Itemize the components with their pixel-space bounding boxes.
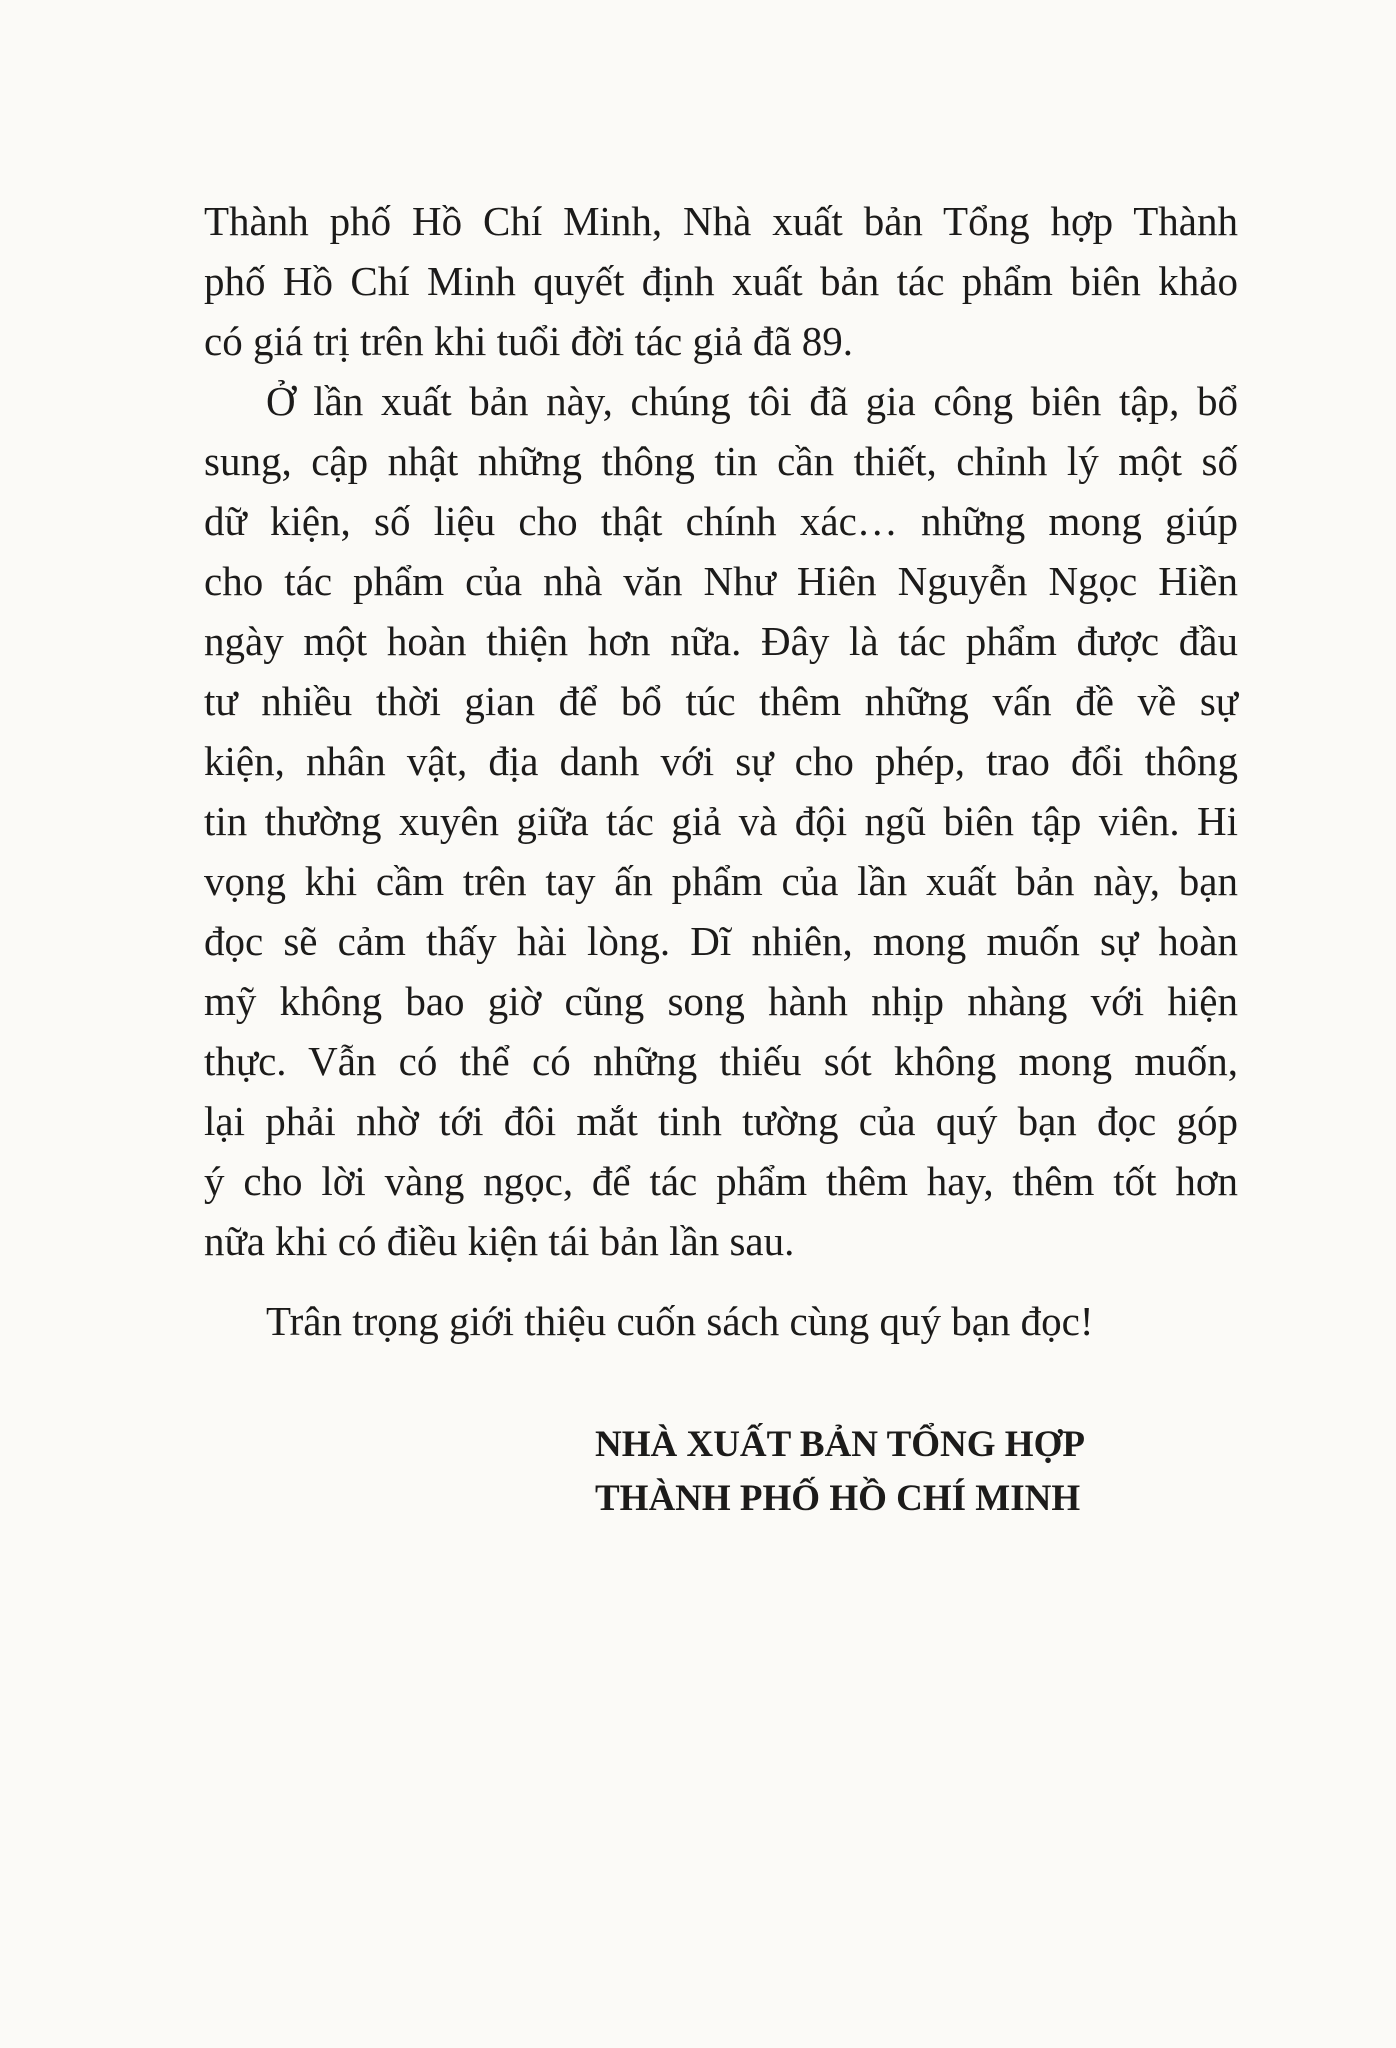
text-line: có giá trị trên khi tuổi đời tác giả đã 89.: [204, 318, 854, 364]
text-line: mỹ không bao giờ cũng song hành nhịp nhàng với hiện: [204, 978, 1238, 1024]
text-line: tin thường xuyên giữa tác giả và đội ngũ biên tập viên. Hi: [204, 798, 1238, 844]
text-line: Thành phố Hồ Chí Minh, Nhà xuất bản Tổng hợp Thành: [204, 198, 1238, 244]
body-text: [204, 191, 1238, 1351]
text-line: thực. Vẫn có thể có những thiếu sót không mong muốn,: [204, 1038, 1238, 1084]
publisher-signature: [595, 1418, 1085, 1526]
paragraph-2: [204, 371, 1238, 1271]
signature-line-2: THÀNH PHỐ HỒ CHÍ MINH: [595, 1478, 1081, 1519]
text-line: nữa khi có điều kiện tái bản lần sau.: [204, 1218, 795, 1264]
text-line: tư nhiều thời gian để bổ túc thêm những vấn đề về sự: [204, 678, 1238, 724]
text-line: ngày một hoàn thiện hơn nữa. Đây là tác phẩm được đầu: [204, 618, 1238, 664]
text-line: kiện, nhân vật, địa danh với sự cho phép, trao đổi thông: [204, 738, 1238, 784]
text-line: Trân trọng giới thiệu cuốn sách cùng quý bạn đọc!: [266, 1298, 1094, 1344]
text-line: ý cho lời vàng ngọc, để tác phẩm thêm hay, thêm tốt hơn: [204, 1158, 1238, 1204]
text-line: vọng khi cầm trên tay ấn phẩm của lần xuất bản này, bạn: [204, 858, 1238, 904]
text-line: lại phải nhờ tới đôi mắt tinh tường của quý bạn đọc góp: [204, 1098, 1238, 1144]
text-line: đọc sẽ cảm thấy hài lòng. Dĩ nhiên, mong muốn sự hoàn: [204, 918, 1238, 964]
paragraph-1: [204, 191, 1238, 371]
text-line: Ở lần xuất bản này, chúng tôi đã gia công biên tập, bổ: [266, 378, 1238, 424]
text-line: phố Hồ Chí Minh quyết định xuất bản tác phẩm biên khảo: [204, 258, 1238, 304]
signature-line-1: NHÀ XUẤT BẢN TỔNG HỢP: [595, 1424, 1085, 1465]
paragraph-3: [204, 1291, 1238, 1351]
text-line: cho tác phẩm của nhà văn Như Hiên Nguyễn Ngọc Hiền: [204, 558, 1238, 604]
text-line: dữ kiện, số liệu cho thật chính xác… những mong giúp: [204, 498, 1238, 544]
text-line: sung, cập nhật những thông tin cần thiết, chỉnh lý một số: [204, 438, 1238, 484]
